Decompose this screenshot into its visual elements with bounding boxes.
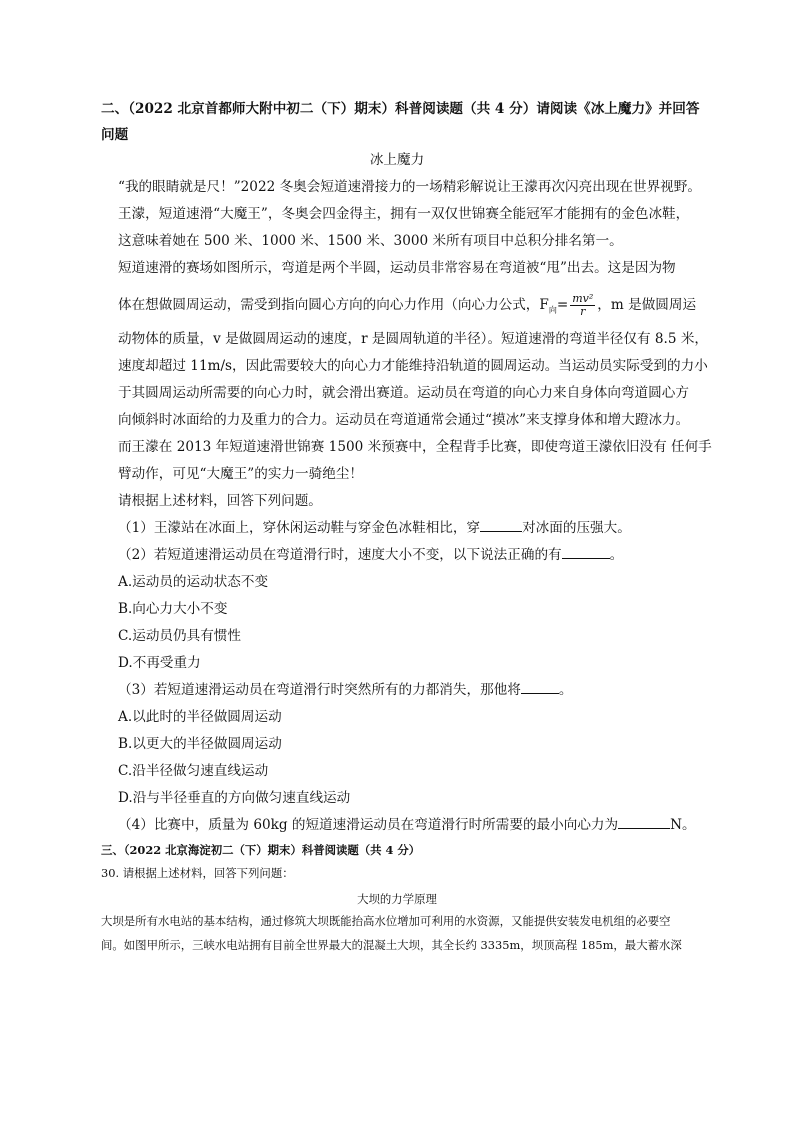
article1-p2-line3: 动物体的质量，v 是做圆周运动的速度，r 是圆周轨道的半径）。短道速滑的弯道半径仅有 8.5 米， (118, 331, 709, 347)
article1-p2-line5: 于其圆周运动所需要的向心力时，就会滑出赛道。运动员在弯道的向心力来自身体向弯道圆心方 (118, 385, 689, 401)
question-1: （1）王濛站在冰面上，穿休闲运动鞋与穿金色冰鞋相比，穿 对冰面的压强大。 (118, 520, 631, 536)
article2-title: 大坝的力学原理 (357, 892, 437, 906)
section3-q30: 30. 请根据上述材料，回答下列问题： (101, 866, 294, 880)
answer-blank-4[interactable] (618, 816, 670, 829)
answer-blank-1[interactable] (480, 519, 522, 532)
q2-option-b: B.向心力大小不变 (118, 601, 228, 617)
article1-p1-line3: 这意味着她在 500 米、1000 米、1500 米、3000 米所有项目中总积分排名第一。 (118, 233, 623, 249)
article1-p1-line2: 王濛，短道速滑“大魔王”，冬奥会四金得主，拥有一双仅世锦赛全能冠军才能拥有的金色冰鞋， (118, 206, 690, 222)
p2-line2-after: ，m 是做圆周运 (597, 297, 697, 313)
section3-heading: 三、（2022 北京海淀初二（下）期末）科普阅读题（共 4 分） (101, 843, 421, 857)
article1-p2-line8: 臂动作，可见“大魔王”的实力一骑绝尘！ (118, 466, 363, 482)
article1-p2-line4: 速度却超过 11m/s，因此需要较大的向心力才能维持沿轨道的圆周运动。当运动员实际受到的力小 (118, 358, 708, 374)
q2-option-d: D.不再受重力 (118, 655, 201, 671)
article2-line1: 大坝是所有水电站的基本结构，通过修筑大坝既能抬高水位增加可利用的水资源，又能提供安装发电机组的必要空 (101, 914, 671, 928)
article1-p2-line1: 短道速滑的赛场如图所示，弯道是两个半圆，运动员非常容易在弯道被“甩”出去。这是因为物 (118, 260, 676, 276)
q3-option-c: C.沿半径做匀速直线运动 (118, 763, 269, 779)
article1-p2-line6: 向倾斜时冰面给的力及重力的合力。运动员在弯道通常会通过“摸冰”来支撑身体和增大蹬冰力。 (118, 412, 690, 428)
article2-line2: 间。如图甲所示，三峡水电站拥有目前全世界最大的混凝土大坝，其全长约 3335m，坝顶高程 185m，最大蓄水深 (101, 938, 682, 952)
question-2: （2）若短道速滑运动员在弯道滑行时，速度大小不变，以下说法正确的有 。 (118, 547, 624, 563)
section2-heading-line2: 问题 (101, 127, 129, 143)
article1-prompt: 请根据上述材料，回答下列问题。 (118, 493, 322, 509)
section2-heading-line1: 二、（2022 北京首都师大附中初二（下）期末）科普阅读题（共 4 分）请阅读《冰上魔力》并回答 (101, 101, 700, 117)
q3-option-d: D.沿与半径垂直的方向做匀速直线运动 (118, 790, 351, 806)
answer-blank-2[interactable] (562, 546, 610, 559)
answer-blank-3[interactable] (521, 681, 559, 694)
article1-p1-line1: “我的眼睛就是尺！”2022 冬奥会短道速滑接力的一场精彩解说让王濛再次闪亮出现在世界视野。 (118, 179, 701, 195)
q2-option-a: A.运动员的运动状态不变 (118, 574, 269, 590)
article1-title: 冰上魔力 (369, 152, 425, 168)
formula-fraction: $\frac{\text{mv²}}{r}$ (572, 292, 594, 318)
q3-option-a: A.以此时的半径做圆周运动 (118, 709, 282, 725)
formula: $F_向=$ $\frac{\text{mv²}}{r}$ (539, 292, 594, 318)
article1-p2-line2 (118, 293, 696, 320)
question-4: （4）比赛中，质量为 60kg 的短道速滑运动员在弯道滑行时所需要的最小向心力为 N。 (118, 817, 696, 833)
q3-option-b: B.以更大的半径做圆周运动 (118, 736, 282, 752)
question-3: （3）若短道速滑运动员在弯道滑行时突然所有的力都消失，那他将 。 (118, 682, 573, 698)
article1-p2-line7: 而王濛在 2013 年短道速滑世锦赛 1500 米预赛中，全程背手比赛，即使弯道王濛依旧没有 任何手 (118, 439, 712, 455)
p2-line2-before: 体在想做圆周运动，需受到指向圆心方向的向心力作用（向心力公式， (118, 297, 540, 313)
q2-option-c: C.运动员仍具有惯性 (118, 628, 241, 644)
